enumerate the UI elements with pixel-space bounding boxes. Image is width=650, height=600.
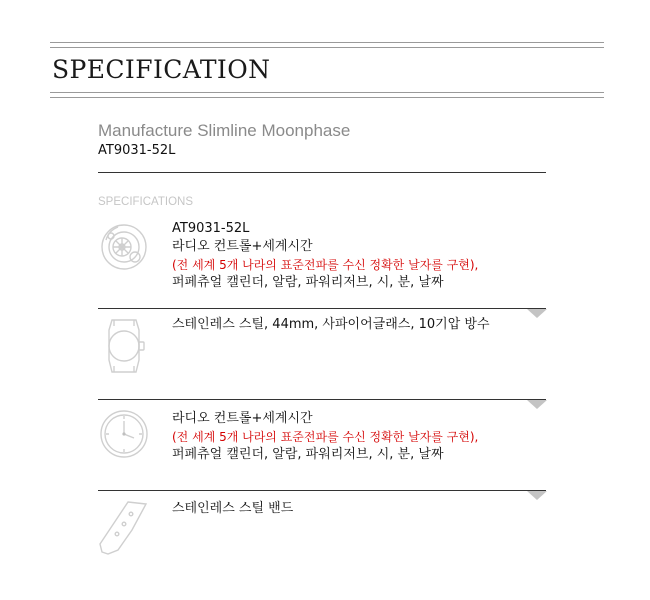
spec-line: 스테인레스 스틸, 44mm, 사파이어글래스, 10기압 방수	[172, 317, 490, 332]
page-title: SPECIFICATION	[52, 55, 271, 84]
corner-triangle	[527, 491, 547, 500]
spec-line: 퍼페츄얼 캘린더, 알람, 파워리저브, 시, 분, 날짜	[172, 447, 444, 462]
spec-note: (전 세계 5개 나라의 표준전파를 수신 정확한 날자를 구현),	[172, 258, 479, 272]
product-divider	[98, 172, 546, 173]
corner-triangle	[527, 400, 547, 409]
spec-line: 스테인레스 스틸 밴드	[172, 501, 294, 516]
spec-line: 라디오 컨트롤+세계시간	[172, 411, 313, 426]
spec-divider	[98, 308, 546, 309]
watch-strap-icon	[98, 500, 150, 560]
product-model: AT9031-52L	[98, 143, 176, 158]
spec-note: (전 세계 5개 나라의 표준전파를 수신 정확한 날자를 구현),	[172, 430, 479, 444]
title-bottom-rule	[50, 92, 604, 98]
watch-dial-icon	[98, 410, 150, 470]
title-top-rule	[50, 42, 604, 48]
movement-icon	[98, 220, 150, 280]
specifications-heading: SPECIFICATIONS	[98, 196, 193, 208]
spec-line: 퍼페츄얼 캘린더, 알람, 파워리저브, 시, 분, 날짜	[172, 275, 444, 290]
spec-line: AT9031-52L	[172, 221, 250, 236]
product-name: Manufacture Slimline Moonphase	[98, 121, 351, 140]
spec-divider	[98, 399, 546, 400]
watch-case-icon	[98, 316, 150, 376]
spec-divider	[98, 490, 546, 491]
spec-line: 라디오 컨트롤+세계시간	[172, 239, 313, 254]
